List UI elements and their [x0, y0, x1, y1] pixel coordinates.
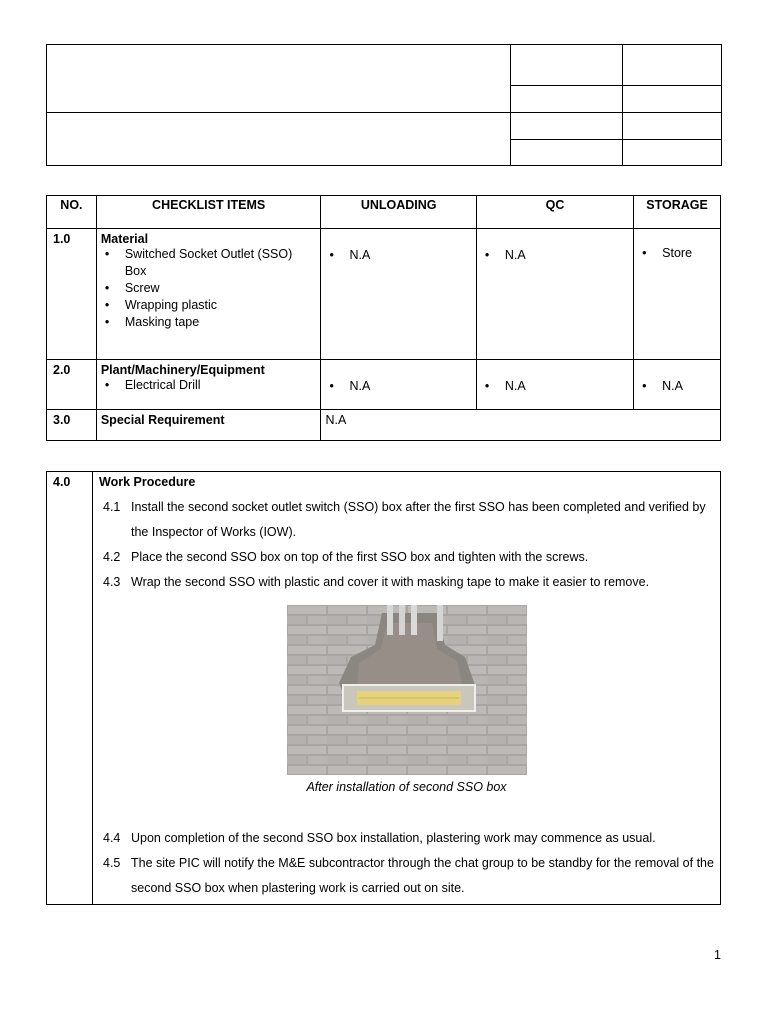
step-text: Install the second socket outlet switch (SSO) box after the first SSO has been completed and verified by the Inspector of Works (IOW). — [131, 500, 706, 539]
col-header-no: NO. — [47, 196, 97, 229]
col-header-unloading: UNLOADING — [321, 196, 476, 229]
row-items — [96, 229, 321, 360]
installation-photo — [287, 605, 527, 775]
col-header-qc: QC — [476, 196, 633, 229]
header-cell — [510, 139, 623, 165]
step-number: 4.3 — [103, 575, 121, 589]
header-cell — [623, 139, 722, 165]
procedure-step — [103, 495, 714, 545]
header-cell-title — [47, 45, 511, 113]
list-item: • N.A — [481, 247, 629, 264]
step-text: Wrap the second SSO with plastic and cover it with masking tape to make it easier to remove. — [131, 575, 650, 589]
photo-caption: After installation of second SSO box — [306, 780, 507, 794]
header-cell — [510, 86, 623, 112]
page-number: 1 — [714, 948, 721, 962]
header-cell — [623, 45, 722, 86]
list-item: • Screw — [101, 280, 317, 297]
list-item: • N.A — [325, 378, 471, 395]
list-item: • N.A — [481, 378, 629, 395]
row-title: Special Requirement — [96, 410, 321, 441]
row-qc — [476, 229, 633, 360]
row-unloading — [321, 229, 476, 360]
row-title: Plant/Machinery/Equipment — [100, 363, 265, 377]
list-item: • Electrical Drill — [101, 377, 317, 394]
step-number: 4.5 — [103, 856, 121, 870]
step-text: Upon completion of the second SSO box installation, plastering work may commence as usual. — [131, 831, 656, 845]
row-unloading — [321, 360, 476, 410]
equipment-list — [101, 377, 317, 394]
procedure-number: 4.0 — [47, 472, 93, 905]
procedure-table — [46, 471, 721, 905]
header-cell — [510, 112, 623, 139]
procedure-step — [103, 851, 714, 901]
list-item: • Masking tape — [101, 314, 317, 331]
table-row — [47, 229, 721, 360]
row-qc — [476, 360, 633, 410]
step-text: Place the second SSO box on top of the first SSO box and tighten with the screws. — [131, 550, 589, 564]
list-item: • Wrapping plastic — [101, 297, 317, 314]
list-item: • Switched Socket Outlet (SSO) Box — [101, 246, 317, 280]
list-item: • N.A — [638, 378, 716, 395]
checklist-header-row — [47, 196, 721, 229]
header-cell — [510, 45, 623, 86]
col-header-storage: STORAGE — [634, 196, 721, 229]
row-items — [96, 360, 321, 410]
material-list — [101, 246, 317, 331]
row-storage — [634, 229, 721, 360]
procedure-step — [103, 570, 714, 595]
procedure-title: Work Procedure — [99, 475, 196, 489]
header-cell-subtitle — [47, 112, 511, 165]
row-title: Material — [100, 232, 149, 246]
header-table — [46, 44, 722, 166]
row-storage — [634, 360, 721, 410]
col-header-items: CHECKLIST ITEMS — [96, 196, 321, 229]
step-number: 4.1 — [103, 500, 121, 514]
row-value: N.A — [321, 410, 721, 441]
table-row — [47, 360, 721, 410]
photo-container — [99, 605, 714, 778]
row-number: 1.0 — [47, 229, 97, 360]
step-number: 4.2 — [103, 550, 121, 564]
header-cell — [623, 112, 722, 139]
step-number: 4.4 — [103, 831, 121, 845]
step-text: The site PIC will notify the M&E subcontractor through the chat group to be standby for the removal of the second SSO box when plastering work is carried out on site. — [131, 856, 714, 895]
procedure-body — [93, 472, 721, 905]
header-cell — [623, 86, 722, 112]
procedure-step — [103, 826, 714, 851]
checklist-table — [46, 195, 721, 441]
list-item: • N.A — [325, 247, 471, 264]
table-row — [47, 410, 721, 441]
procedure-step — [103, 545, 714, 570]
row-number: 2.0 — [47, 360, 97, 410]
row-number: 3.0 — [47, 410, 97, 441]
list-item: • Store — [638, 245, 716, 262]
